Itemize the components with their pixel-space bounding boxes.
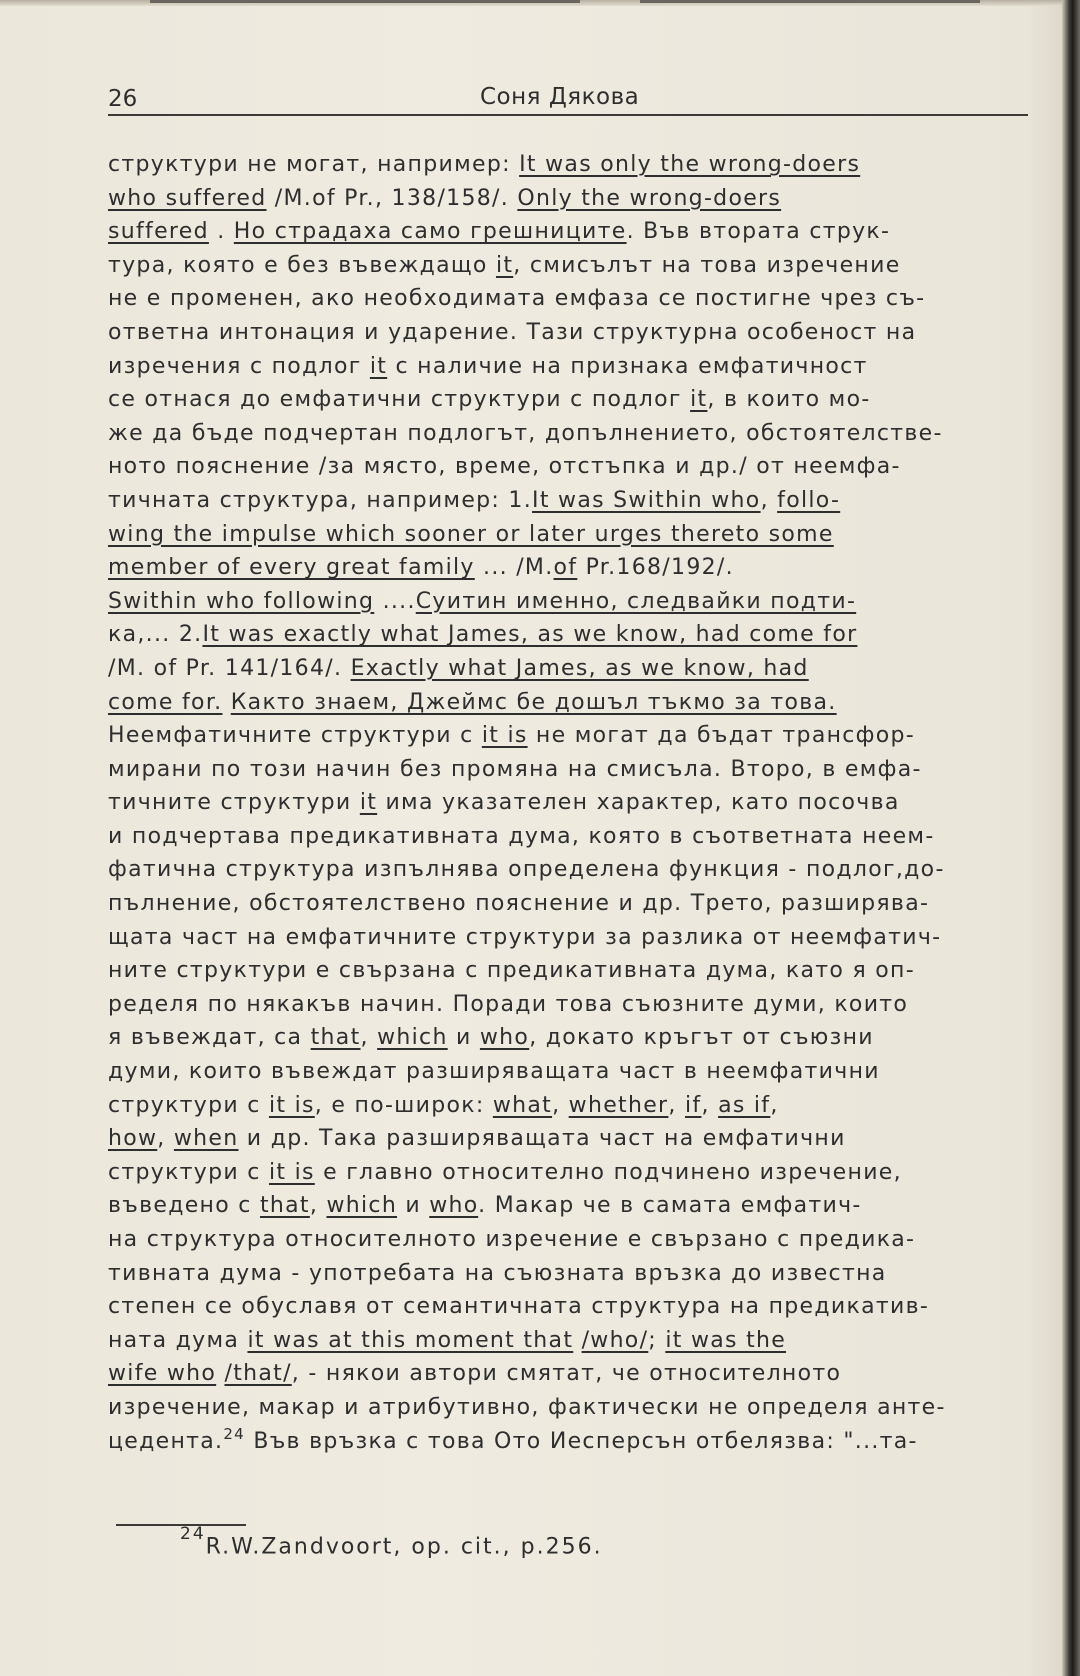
text-line bbox=[108, 652, 1043, 686]
text-run: фатична структура изпълнява определена функция - подлог,до- bbox=[108, 857, 945, 883]
text-run bbox=[222, 690, 230, 715]
text-run: , - някои автори смятат, че относителното bbox=[291, 1361, 842, 1387]
text-run: ; bbox=[648, 1327, 666, 1353]
text-run: структури с bbox=[108, 1159, 269, 1185]
underlined-phrase: who suffered bbox=[108, 185, 267, 211]
text-run: изречение, макар и атрибутивно, фактически не определя анте- bbox=[108, 1394, 946, 1420]
text-run: структури с bbox=[108, 1092, 269, 1118]
underlined-phrase: it was at this moment that bbox=[247, 1327, 574, 1353]
underlined-phrase: of bbox=[553, 555, 578, 581]
text-line bbox=[108, 1021, 1043, 1055]
underlined-phrase: it was the bbox=[665, 1327, 787, 1353]
underlined-phrase: it bbox=[495, 252, 514, 278]
underlined-phrase: It was only the wrong-doers bbox=[519, 152, 861, 177]
text-line bbox=[108, 1156, 1043, 1190]
underlined-phrase: Exactly what James, as we know, had bbox=[350, 655, 809, 681]
page-number: 26 bbox=[108, 86, 138, 112]
text-line bbox=[108, 1257, 1043, 1291]
text-line bbox=[108, 1089, 1043, 1123]
text-line bbox=[108, 686, 1043, 720]
text-run: . Макар че в самата емфатич- bbox=[478, 1193, 862, 1219]
top-edge-mark bbox=[150, 0, 580, 3]
underlined-phrase: Както знаем, Джеймс бе дошъл тъкмо за това. bbox=[230, 689, 837, 715]
text-run: щата част на емфатичните структури за разлика от неемфатич- bbox=[108, 924, 942, 950]
text-line bbox=[108, 484, 1043, 518]
top-edge-mark bbox=[640, 0, 980, 3]
underlined-phrase: if bbox=[685, 1092, 702, 1118]
text-line bbox=[108, 249, 1043, 283]
text-run: е главно относително подчинено изречение, bbox=[314, 1159, 902, 1185]
text-run: пълнение, обстоятелствено пояснение и др. Трето, разширява- bbox=[108, 891, 930, 917]
text-line bbox=[108, 719, 1043, 753]
underlined-phrase: it bbox=[369, 353, 388, 379]
text-line bbox=[108, 417, 1043, 451]
text-line bbox=[108, 316, 1043, 350]
text-run: .... bbox=[374, 588, 416, 614]
underlined-phrase: Only the wrong-doers bbox=[517, 185, 782, 211]
underlined-phrase: which bbox=[326, 1193, 398, 1219]
text-run: , е по-широк: bbox=[314, 1092, 493, 1118]
text-line bbox=[108, 1324, 1043, 1358]
underlined-phrase: as if bbox=[718, 1092, 771, 1118]
underlined-phrase: it is bbox=[268, 1159, 315, 1185]
text-run: /M.of Pr., 138/158/. bbox=[266, 185, 518, 211]
text-run: я въвеждат, са bbox=[108, 1025, 311, 1051]
text-run: цедента. bbox=[108, 1428, 224, 1454]
text-run: ... /M. bbox=[474, 555, 554, 581]
text-run bbox=[573, 1328, 581, 1353]
text-line bbox=[108, 1357, 1043, 1391]
text-run: с наличие на признака емфатичност bbox=[387, 353, 868, 379]
text-line bbox=[108, 1223, 1043, 1257]
text-run: не могат да бъдат трансфор- bbox=[527, 723, 916, 749]
text-run: Неемфатичните структури с bbox=[108, 723, 482, 749]
text-run: Във връзка с това Ото Иесперсън отбелязва: "...та- bbox=[245, 1428, 918, 1454]
text-line bbox=[108, 450, 1043, 484]
underlined-phrase: it is bbox=[268, 1092, 315, 1118]
text-run: , bbox=[552, 1092, 569, 1118]
footnote-text: R.W.Zandvoort, op. cit., p.256. bbox=[205, 1534, 603, 1560]
body-text bbox=[108, 148, 1043, 1458]
text-run: има указателен характер, като посочва bbox=[377, 790, 900, 816]
underlined-phrase: suffered bbox=[108, 219, 209, 245]
text-run: ределя по някакъв начин. Поради това съюзните думи, които bbox=[108, 991, 909, 1017]
underlined-phrase: It was exactly what James, as we know, had come for bbox=[202, 622, 858, 648]
text-run: тивната дума - употребата на съюзната връзка до известна bbox=[108, 1260, 887, 1286]
text-line bbox=[108, 350, 1043, 384]
text-line bbox=[108, 518, 1043, 552]
text-line bbox=[108, 383, 1043, 417]
text-run: /M. of Pr. 141/164/. bbox=[108, 655, 351, 681]
underlined-phrase: /that/ bbox=[224, 1361, 292, 1387]
text-run: изречения с подлог bbox=[108, 353, 370, 379]
text-run: . Във втората струк- bbox=[626, 219, 891, 245]
underlined-phrase: it bbox=[690, 387, 708, 413]
text-run: , bbox=[701, 1092, 719, 1118]
underlined-phrase: /who/ bbox=[581, 1327, 649, 1353]
text-run: и подчертава предикативната дума, която в съответната неем- bbox=[108, 823, 935, 849]
text-run: же да бъде подчертан подлогът, допълнението, обстоятелстве- bbox=[108, 420, 943, 446]
text-line bbox=[108, 182, 1043, 216]
text-run: , смисълът на това изречение bbox=[513, 252, 901, 278]
underlined-phrase: that bbox=[310, 1025, 361, 1051]
underlined-phrase: follo- bbox=[777, 487, 841, 513]
page-header bbox=[108, 84, 1028, 116]
text-run: ответна интонация и ударение. Тази структурна особеност на bbox=[108, 319, 917, 345]
text-run: мирани по този начин без промяна на смисъла. Второ, в емфа- bbox=[108, 756, 922, 782]
text-run: думи, които въвеждат разширяващата част в неемфатични bbox=[108, 1059, 880, 1085]
text-run: не е променен, ако необходимата емфаза се постигне чрез съ- bbox=[108, 286, 926, 312]
footnote-reference: 24 bbox=[223, 1424, 246, 1443]
underlined-phrase: whether bbox=[568, 1092, 669, 1118]
underlined-phrase: who bbox=[479, 1025, 530, 1051]
text-run: на структура относителното изречение е свързано с предика- bbox=[108, 1227, 916, 1252]
underlined-phrase: It was Swithin who bbox=[532, 487, 761, 513]
underlined-phrase: what bbox=[492, 1092, 553, 1118]
text-run: тичните структури bbox=[108, 790, 360, 816]
text-line bbox=[108, 148, 1043, 182]
text-line bbox=[108, 1391, 1043, 1425]
text-run: . bbox=[208, 219, 234, 245]
text-run: , bbox=[360, 1025, 378, 1051]
text-run: , в които мо- bbox=[707, 387, 871, 413]
text-line bbox=[108, 1122, 1043, 1156]
text-run: , bbox=[668, 1092, 685, 1118]
text-run: тичната структура, например: 1. bbox=[108, 487, 533, 513]
text-line bbox=[108, 921, 1043, 955]
text-line bbox=[108, 282, 1043, 316]
text-line bbox=[108, 853, 1043, 887]
text-line bbox=[108, 1055, 1043, 1089]
text-run: и др. Така разширяващата част на емфатични bbox=[238, 1126, 846, 1152]
text-run: , bbox=[157, 1126, 174, 1152]
text-run: въведено с bbox=[108, 1193, 260, 1219]
text-line bbox=[108, 954, 1043, 988]
text-run: , докато кръгът от съюзни bbox=[529, 1025, 874, 1051]
text-run: ните структури е свързана с предикативната дума, като я оп- bbox=[108, 958, 915, 984]
text-run: структури не могат, например: bbox=[108, 152, 520, 177]
book-spine-shadow bbox=[1062, 0, 1080, 1676]
text-run: ното пояснение /за място, време, отстъпка и др./ от неемфа- bbox=[108, 454, 901, 480]
text-line bbox=[108, 585, 1043, 619]
text-line bbox=[108, 551, 1043, 585]
text-run: се отнася до емфатични структури с подлог bbox=[108, 387, 691, 413]
underlined-phrase: wing the impulse which sooner or later urges thereto some bbox=[108, 521, 834, 547]
text-run: ната дума bbox=[108, 1327, 248, 1353]
underlined-phrase: Суитин именно, следвайки подти- bbox=[415, 588, 857, 614]
text-line bbox=[108, 1425, 1043, 1459]
text-line bbox=[108, 618, 1043, 652]
text-run: Pr.168/192/. bbox=[577, 555, 734, 581]
underlined-phrase: it is bbox=[481, 723, 528, 749]
underlined-phrase: which bbox=[377, 1025, 448, 1051]
underlined-phrase: it bbox=[359, 790, 378, 816]
text-run: и bbox=[447, 1025, 480, 1051]
footnote-number: 24 bbox=[180, 1524, 206, 1544]
underlined-phrase: wife who bbox=[108, 1361, 217, 1387]
text-run: , bbox=[309, 1193, 327, 1219]
text-line bbox=[108, 786, 1043, 820]
underlined-phrase: that bbox=[259, 1193, 310, 1219]
underlined-phrase: Но страдаха само грешниците bbox=[233, 219, 627, 245]
running-head-author: Соня Дякова bbox=[480, 84, 640, 110]
text-run: , bbox=[770, 1092, 779, 1118]
text-line bbox=[108, 1189, 1043, 1223]
text-run: тура, която е без въвеждащо bbox=[108, 252, 496, 278]
text-run: и bbox=[397, 1193, 430, 1219]
text-line bbox=[108, 820, 1043, 854]
underlined-phrase: who bbox=[429, 1193, 479, 1219]
text-run: степен се обуславя от семантичната структура на предикатив- bbox=[108, 1294, 930, 1320]
underlined-phrase: come for. bbox=[108, 689, 223, 715]
text-line bbox=[108, 753, 1043, 787]
underlined-phrase: how bbox=[108, 1126, 158, 1152]
text-line bbox=[108, 215, 1043, 249]
underlined-phrase: when bbox=[173, 1126, 239, 1152]
text-run: , bbox=[760, 487, 778, 513]
text-line bbox=[108, 988, 1043, 1022]
footnote bbox=[180, 1524, 603, 1560]
text-line bbox=[108, 1290, 1043, 1324]
underlined-phrase: member of every great family bbox=[108, 555, 475, 581]
text-run: ка,... 2. bbox=[108, 622, 203, 648]
text-line bbox=[108, 887, 1043, 921]
underlined-phrase: Swithin who following bbox=[108, 588, 375, 614]
